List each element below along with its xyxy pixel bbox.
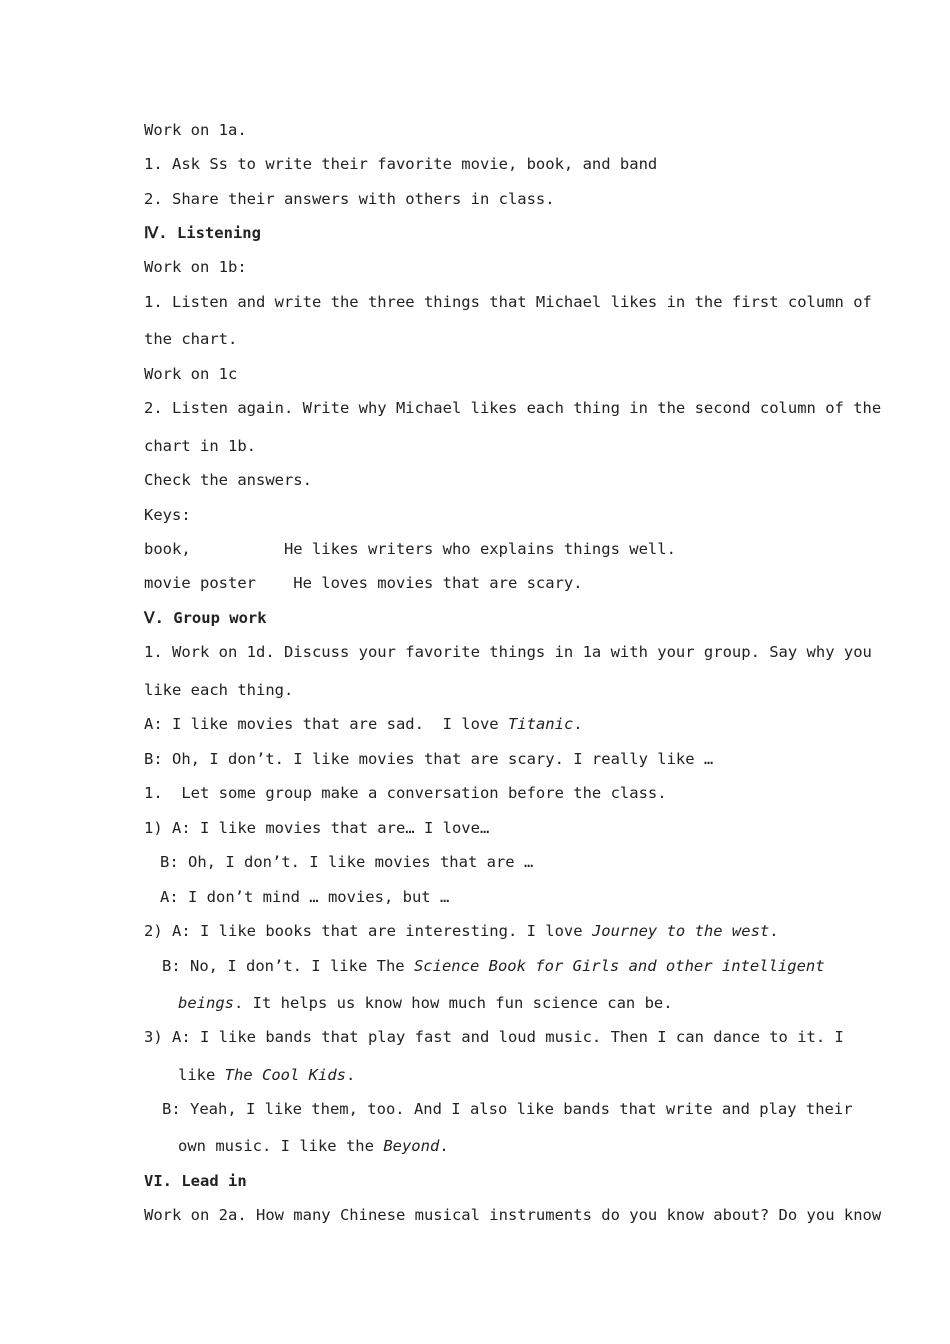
text-line: Work on 1c	[144, 365, 238, 383]
text-line	[178, 1136, 449, 1156]
text-line	[144, 714, 583, 734]
section-heading: VI. Lead in	[144, 1172, 247, 1190]
text-line: 1. Work on 1d. Discuss your favorite things in 1a with your group. Say why you	[144, 643, 872, 661]
text-segment: .	[346, 1066, 356, 1084]
text-line: 3) A: I like bands that play fast and loud music. Then I can dance to it. I	[144, 1028, 844, 1046]
text-line: 1) A: I like movies that are… I love…	[144, 819, 490, 837]
text-line: 1. Let some group make a conversation before the class.	[144, 784, 667, 802]
text-line: Check the answers.	[144, 471, 312, 489]
text-line: chart in 1b.	[144, 437, 256, 455]
movie-title: Titanic	[507, 715, 574, 733]
text-segment: .	[573, 715, 583, 733]
section-heading: Ⅳ. Listening	[144, 224, 261, 242]
text-line: A: I don’t mind … movies, but …	[160, 888, 450, 906]
text-line	[178, 1065, 355, 1085]
section-heading: Ⅴ. Group work	[144, 609, 267, 627]
text-line	[162, 956, 825, 976]
band-name: Beyond	[383, 1137, 440, 1155]
text-line: Work on 1a.	[144, 121, 247, 139]
text-segment: 2) A: I like books that are interesting. I love	[144, 922, 592, 940]
text-line: movie poster He loves movies that are scary.	[144, 574, 583, 592]
text-line: the chart.	[144, 330, 238, 348]
book-title: Science Book for Girls and other intelligent	[413, 957, 825, 975]
text-line: like each thing.	[144, 681, 294, 699]
band-name: The Cool Kids	[224, 1066, 346, 1084]
text-line: Work on 2a. How many Chinese musical instruments do you know about? Do you know	[144, 1206, 882, 1224]
text-line	[144, 921, 779, 941]
text-line: Work on 1b:	[144, 258, 247, 276]
text-line: 2. Listen again. Write why Michael likes each thing in the second column of the	[144, 399, 882, 417]
text-segment: like	[178, 1066, 225, 1084]
text-segment: . It helps us know how much fun science can be.	[234, 994, 673, 1012]
text-line: B: Oh, I don’t. I like movies that are …	[160, 853, 534, 871]
book-title: beings	[178, 994, 234, 1012]
text-line: 1. Listen and write the three things that Michael likes in the first column of	[144, 293, 872, 311]
book-title: Journey to the west	[591, 922, 770, 940]
text-segment: A: I like movies that are sad. I love	[144, 715, 508, 733]
text-line: B: Oh, I don’t. I like movies that are scary. I really like …	[144, 750, 714, 768]
text-line: 2. Share their answers with others in class.	[144, 190, 555, 208]
text-line: 1. Ask Ss to write their favorite movie, book, and band	[144, 155, 658, 173]
text-line: Keys:	[144, 506, 191, 524]
text-line: book, He likes writers who explains things well.	[144, 540, 676, 558]
text-line: B: Yeah, I like them, too. And I also like bands that write and play their	[162, 1100, 853, 1118]
text-line	[178, 993, 673, 1013]
text-segment: .	[439, 1137, 449, 1155]
text-segment: .	[769, 922, 779, 940]
text-segment: B: No, I don’t. I like The	[162, 957, 414, 975]
text-segment: own music. I like the	[178, 1137, 384, 1155]
